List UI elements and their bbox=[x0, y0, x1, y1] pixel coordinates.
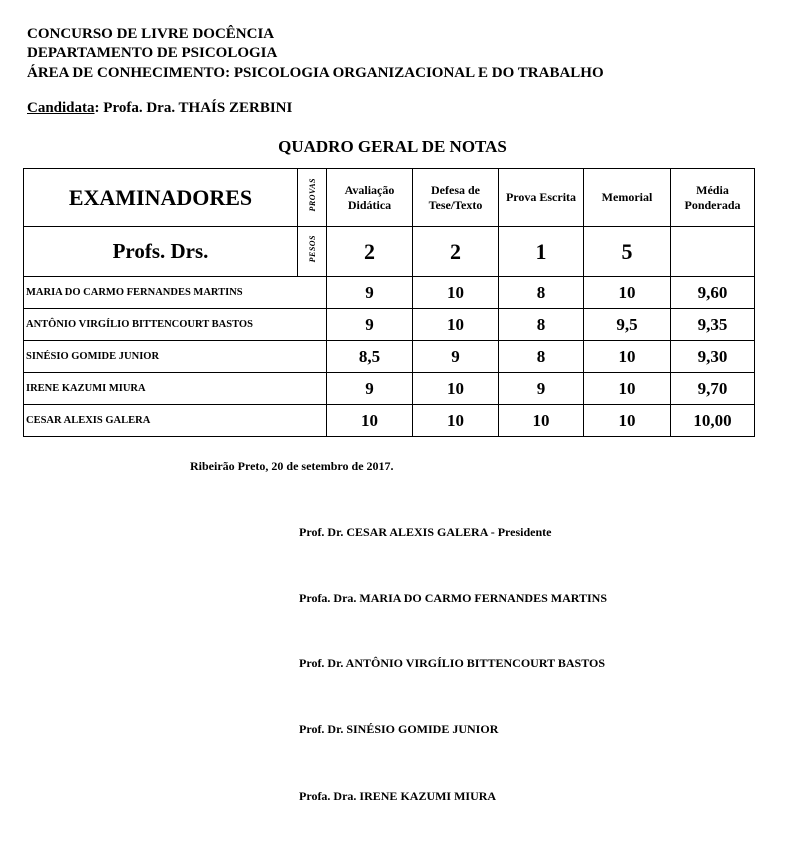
score-cell: 8,5 bbox=[327, 341, 413, 373]
provas-cell bbox=[298, 169, 327, 227]
table-title: QUADRO GERAL DE NOTAS bbox=[278, 137, 507, 156]
score-cell: 10 bbox=[413, 373, 499, 405]
score-cell: 9 bbox=[413, 341, 499, 373]
signature-line: Prof. Dr. SINÉSIO GOMIDE JUNIOR bbox=[299, 722, 499, 736]
col-header-line1: Memorial bbox=[601, 190, 653, 204]
grades-table bbox=[23, 168, 755, 437]
col-header-line2: Ponderada bbox=[684, 197, 741, 212]
score-cell: 9 bbox=[327, 277, 413, 309]
col-header-line1: Média bbox=[696, 182, 729, 197]
weight-cell: 2 bbox=[413, 227, 499, 277]
score-cell: 10 bbox=[413, 309, 499, 341]
col-header-line2: Didática bbox=[347, 197, 392, 212]
weights-row bbox=[24, 227, 755, 277]
score-cell: 9,5 bbox=[584, 309, 671, 341]
score-cell: 10 bbox=[584, 341, 671, 373]
pesos-cell bbox=[298, 227, 327, 277]
weight-cell bbox=[671, 227, 755, 277]
weighted-average-cell: 9,30 bbox=[671, 341, 755, 373]
signature-line: Prof. Dr. CESAR ALEXIS GALERA - Presidente bbox=[299, 525, 552, 539]
examiner-name: CESAR ALEXIS GALERA bbox=[24, 405, 327, 437]
score-cell: 10 bbox=[584, 405, 671, 437]
candidate-name: Profa. Dra. THAÍS ZERBINI bbox=[103, 100, 293, 116]
examiner-name: ANTÔNIO VIRGÍLIO BITTENCOURT BASTOS bbox=[24, 309, 327, 341]
table-row bbox=[24, 373, 755, 405]
table-row bbox=[24, 405, 755, 437]
profs-header: Profs. Drs. bbox=[24, 227, 298, 277]
score-cell: 10 bbox=[413, 277, 499, 309]
pesos-label: PESOS bbox=[307, 235, 317, 263]
col-header-line1: Avaliação bbox=[344, 182, 395, 197]
table-row bbox=[24, 277, 755, 309]
examiner-name: IRENE KAZUMI MIURA bbox=[24, 373, 327, 405]
weighted-average-cell: 9,35 bbox=[671, 309, 755, 341]
header-row bbox=[24, 169, 755, 227]
score-cell: 10 bbox=[327, 405, 413, 437]
table-row bbox=[24, 341, 755, 373]
score-cell: 10 bbox=[584, 277, 671, 309]
place-date: Ribeirão Preto, 20 de setembro de 2017. bbox=[190, 459, 394, 473]
score-cell: 8 bbox=[499, 341, 584, 373]
score-cell: 8 bbox=[499, 309, 584, 341]
weight-cell: 2 bbox=[327, 227, 413, 277]
col-header-prova-escrita bbox=[499, 169, 584, 227]
weighted-average-cell: 10,00 bbox=[671, 405, 755, 437]
examiners-header: EXAMINADORES bbox=[24, 169, 298, 227]
col-header-line1: Prova Escrita bbox=[505, 190, 577, 204]
score-cell: 9 bbox=[327, 309, 413, 341]
examiner-name: SINÉSIO GOMIDE JUNIOR bbox=[24, 341, 327, 373]
provas-label: PROVAS bbox=[307, 178, 317, 212]
signature-line: Profa. Dra. MARIA DO CARMO FERNANDES MARTINS bbox=[299, 591, 608, 605]
weighted-average-cell: 9,60 bbox=[671, 277, 755, 309]
col-header-line2: Tese/Texto bbox=[428, 197, 483, 212]
weighted-average-cell: 9,70 bbox=[671, 373, 755, 405]
examiner-name: MARIA DO CARMO FERNANDES MARTINS bbox=[24, 277, 327, 309]
header-line-3: ÁREA DE CONHECIMENTO: PSICOLOGIA ORGANIZACIONAL E DO TRABALHO bbox=[27, 65, 604, 81]
score-cell: 9 bbox=[327, 373, 413, 405]
score-cell: 9 bbox=[499, 373, 584, 405]
candidate-label: Candidata bbox=[27, 100, 95, 116]
col-header-avaliacao bbox=[327, 169, 413, 227]
col-header-defesa bbox=[413, 169, 499, 227]
table-row bbox=[24, 309, 755, 341]
candidate-line bbox=[27, 100, 292, 117]
weight-cell: 1 bbox=[499, 227, 584, 277]
signature-line: Prof. Dr. ANTÔNIO VIRGÍLIO BITTENCOURT BASTOS bbox=[299, 656, 605, 670]
col-header-media bbox=[671, 169, 755, 227]
score-cell: 10 bbox=[584, 373, 671, 405]
score-cell: 10 bbox=[499, 405, 584, 437]
header-line-1: CONCURSO DE LIVRE DOCÊNCIA bbox=[27, 26, 275, 42]
col-header-memorial bbox=[584, 169, 671, 227]
score-cell: 10 bbox=[413, 405, 499, 437]
score-cell: 8 bbox=[499, 277, 584, 309]
header-line-2: DEPARTAMENTO DE PSICOLOGIA bbox=[27, 45, 278, 61]
col-header-line1: Defesa de bbox=[431, 182, 480, 197]
candidate-separator: : bbox=[94, 100, 104, 116]
weight-cell: 5 bbox=[584, 227, 671, 277]
signature-line: Profa. Dra. IRENE KAZUMI MIURA bbox=[299, 789, 497, 803]
